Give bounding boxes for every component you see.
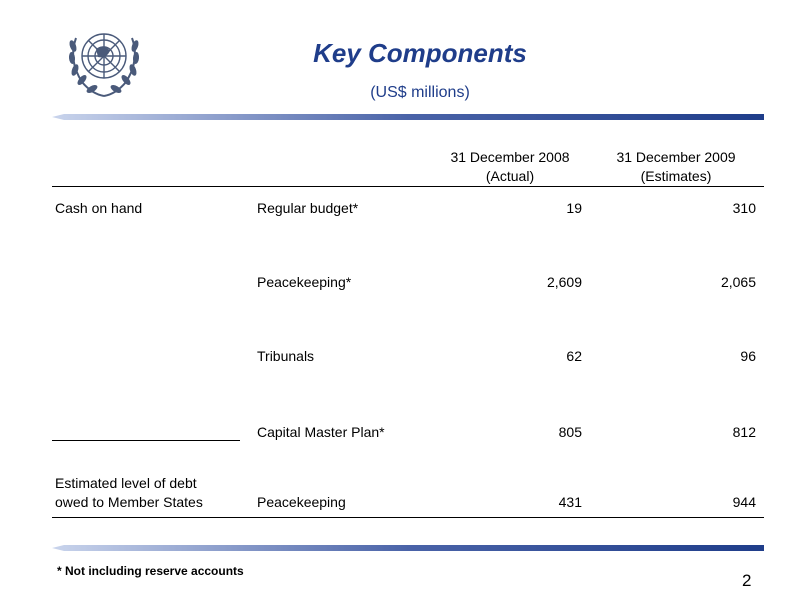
row-label-regular-budget: Regular budget*	[257, 200, 359, 216]
bottom-divider	[52, 545, 764, 551]
row-value-tribunals-2009: 96	[740, 348, 756, 364]
row-label-capital-master-plan: Capital Master Plan*	[257, 424, 385, 440]
header-rule	[52, 186, 764, 187]
table-bottom-rule	[52, 517, 764, 518]
row-value-capital-master-plan-2009: 812	[732, 424, 756, 440]
top-divider	[52, 114, 764, 120]
column-header-2008	[420, 148, 600, 186]
column-header-2009-status: (Estimates)	[640, 168, 712, 184]
page-subtitle: (US$ millions)	[370, 84, 470, 101]
un-emblem-logo	[58, 16, 150, 108]
group-debt-line-2: owed to Member States	[55, 494, 203, 510]
row-label-tribunals: Tribunals	[257, 348, 315, 364]
row-value-peacekeeping-cash-2008: 2,609	[546, 274, 582, 290]
group-cash-on-hand: Cash on hand	[55, 200, 143, 216]
footnote: * Not including reserve accounts	[57, 564, 244, 578]
row-value-tribunals-2008: 62	[566, 348, 582, 364]
column-header-2008-status: (Actual)	[485, 168, 535, 184]
row-value-peacekeeping-debt-2008: 431	[558, 494, 582, 510]
row-value-peacekeeping-debt-2009: 944	[732, 494, 756, 510]
group-debt-to-member-states	[55, 474, 203, 512]
page-number: 2	[742, 571, 752, 590]
row-value-regular-budget-2009: 310	[732, 200, 756, 216]
row-label-peacekeeping-cash: Peacekeeping*	[257, 274, 352, 290]
column-header-2009	[586, 148, 766, 186]
row-label-peacekeeping-debt: Peacekeeping	[257, 494, 346, 510]
group-debt-line-1: Estimated level of debt	[55, 475, 197, 491]
group-divider	[52, 440, 240, 441]
column-header-2008-date: 31 December 2008	[450, 149, 570, 165]
row-value-regular-budget-2008: 19	[566, 200, 582, 216]
row-value-capital-master-plan-2008: 805	[558, 424, 582, 440]
column-header-2009-date: 31 December 2009	[616, 149, 736, 165]
row-value-peacekeeping-cash-2009: 2,065	[720, 274, 756, 290]
page-title: Key Components	[313, 38, 527, 68]
